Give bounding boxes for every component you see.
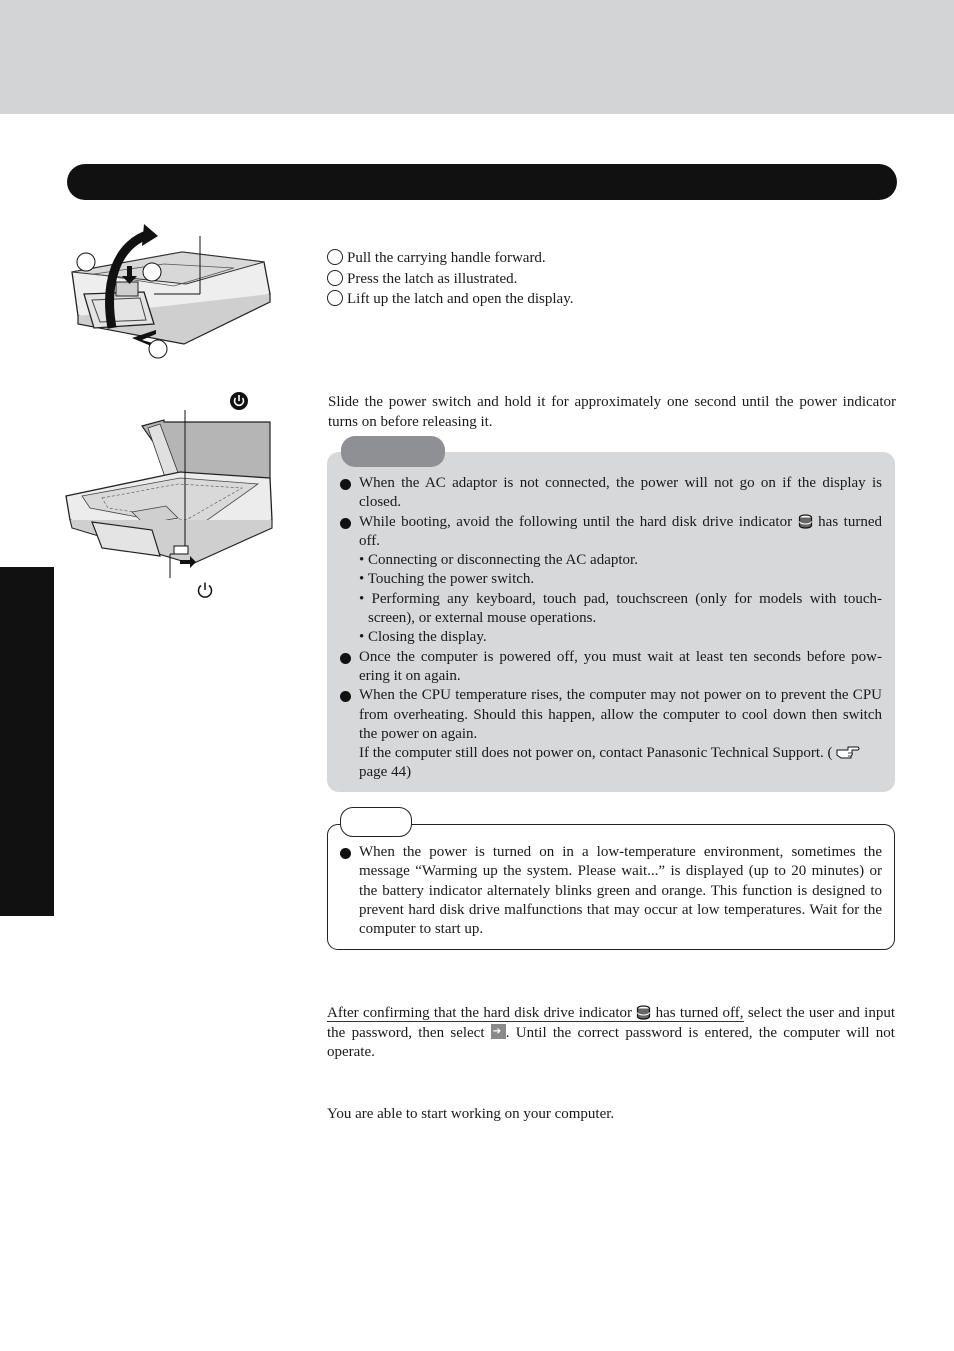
power-icon [196, 581, 214, 599]
header-band [0, 0, 954, 114]
hard-disk-indicator-icon [798, 514, 813, 529]
login-text: After confirming that the hard disk drive indicator [327, 1005, 633, 1021]
step-number-circle [327, 270, 343, 286]
step-label: Pull the carrying handle forward. [347, 250, 546, 266]
step-number-circle [327, 290, 343, 306]
caution-item-text: If the computer still does not power on, contact Panasonic Technical Support. ( [359, 745, 833, 762]
caution-subitem: • Performing any keyboard, touch pad, touchscreen (only for models with touch-screen), or external mouse operations. [359, 590, 882, 627]
power-on-instruction: Slide the power switch and hold it for approximately one second until the power indicator turns on before releasing it. [328, 394, 896, 430]
caution-item: When the AC adaptor is not connected, the power will not go on if the display is closed. [340, 474, 882, 513]
caution-item [340, 513, 882, 552]
step-3 [327, 290, 573, 309]
note-item: When the power is turned on in a low-temperature environment, sometimes the message “Warming up the system. Please wait...” is displayed (up to 20 minutes) or the battery indicator alternately blinks green and orange. This function is designed to prevent hard disk drive malfunctions that may occur at low temperatures. Wait for the computer to start up. [340, 843, 882, 939]
section-title-bar [67, 164, 897, 200]
side-chapter-tab [0, 567, 54, 916]
login-instruction [327, 1004, 895, 1063]
hard-disk-indicator-icon [636, 1005, 651, 1020]
caution-item: When the CPU temperature rises, the computer may not power on to prevent the CPU from overheating. Should this happen, allow the computer to cool down then switch the power on again. [340, 686, 882, 744]
caution-item: Once the computer is powered off, you must wait at least ten seconds before pow-ering it on again. [340, 648, 882, 687]
caution-item-text: has turned off. [359, 513, 882, 549]
step-2 [327, 270, 517, 289]
login-text: select the user and input the password, then select [327, 1005, 895, 1041]
note-tab [340, 807, 412, 837]
step-1 [327, 249, 546, 268]
login-arrow-icon [491, 1024, 506, 1039]
note-list [340, 843, 882, 939]
step-label: Press the latch as illustrated. [347, 271, 518, 287]
power-indicator-icon [229, 391, 249, 411]
caution-subitem: • Connecting or disconnecting the AC adaptor. [359, 552, 638, 569]
login-text: . Until the correct password is entered, the computer will not operate. [327, 1024, 895, 1060]
step-number-circle [327, 249, 343, 265]
login-text: has turned off, [655, 1005, 744, 1021]
power-switch-illustration [62, 388, 276, 603]
caution-tab [341, 436, 445, 467]
caution-item-continued [340, 744, 882, 783]
caution-item-text: page 44) [359, 764, 412, 781]
caution-subitem: • Touching the power switch. [359, 571, 535, 588]
caution-item-text: While booting, avoid the following until the hard disk drive indicator [359, 513, 793, 530]
caution-list [340, 474, 882, 783]
caution-subitem: • Closing the display. [359, 629, 487, 646]
login-text-underlined [327, 1005, 744, 1022]
pointing-hand-icon [836, 745, 860, 760]
finish-text: You are able to start working on your computer. [327, 1106, 615, 1122]
step-label: Lift up the latch and open the display. [347, 291, 574, 307]
open-display-illustration [64, 224, 278, 364]
